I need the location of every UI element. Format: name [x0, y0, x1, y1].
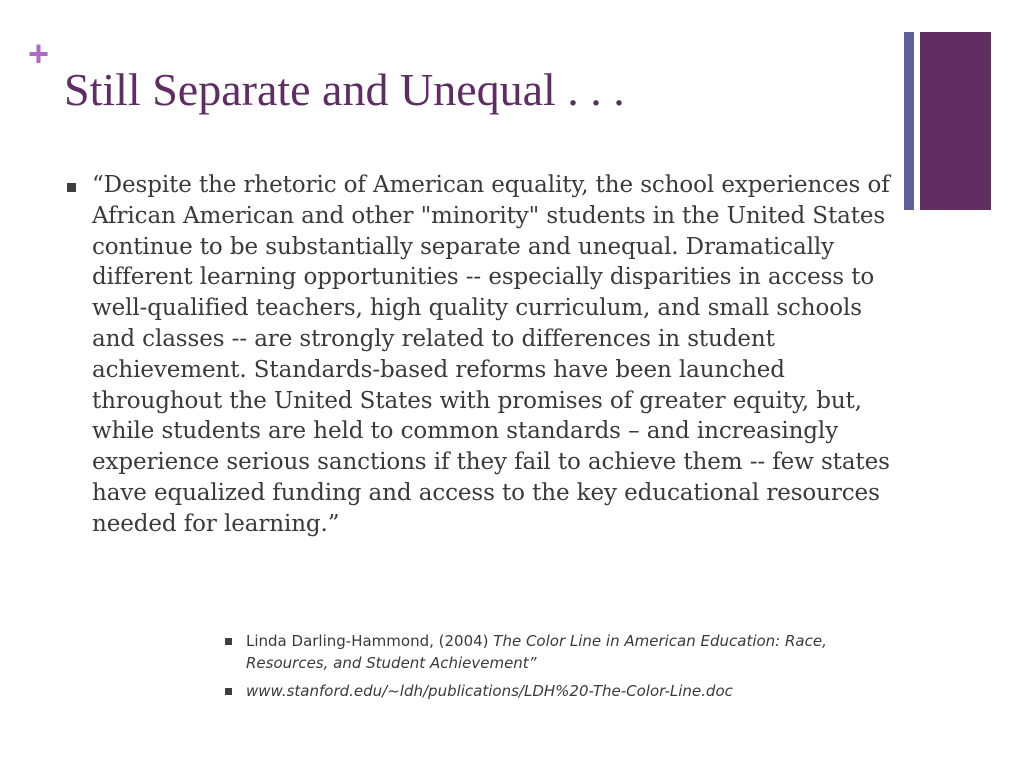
accent-bar-thick [920, 32, 991, 210]
citation-url[interactable]: www.stanford.edu/~ldh/publications/LDH%20-The-Color-Line.doc [246, 682, 733, 700]
citation-author: Linda Darling-Hammond, (2004) [246, 632, 494, 650]
quote-bullet [64, 170, 894, 540]
citation-work-title: The Color Line in American Education: Race, Resources, and Student Achievement” [246, 632, 827, 672]
citation-list [224, 630, 904, 708]
bullet-square-icon [225, 638, 232, 645]
quote-text: “Despite the rhetoric of American equality, the school experiences of African American and other "minority" students in the United States continue to be substantially separate and unequal. Dramatically different learning opportunities -- especially disparities in access to well-qualified teachers, high quality curriculum, and small schools and classes -- are strongly related to differences in student achievement. Standards-based reforms have been launched throughout the United States with promises of greater equity, but, while students are held to common standards – and increasingly experience serious sanctions if they fail to achieve them -- few states have equalized funding and access to the key educational resources needed for learning.” [92, 172, 890, 537]
bullet-square-icon [67, 183, 76, 192]
accent-bar-thin [904, 32, 914, 210]
citation-item [224, 680, 904, 702]
slide-title: Still Separate and Unequal . . . [64, 64, 625, 115]
plus-icon: + [28, 33, 50, 74]
citation-item [224, 630, 904, 674]
bullet-square-icon [225, 688, 232, 695]
